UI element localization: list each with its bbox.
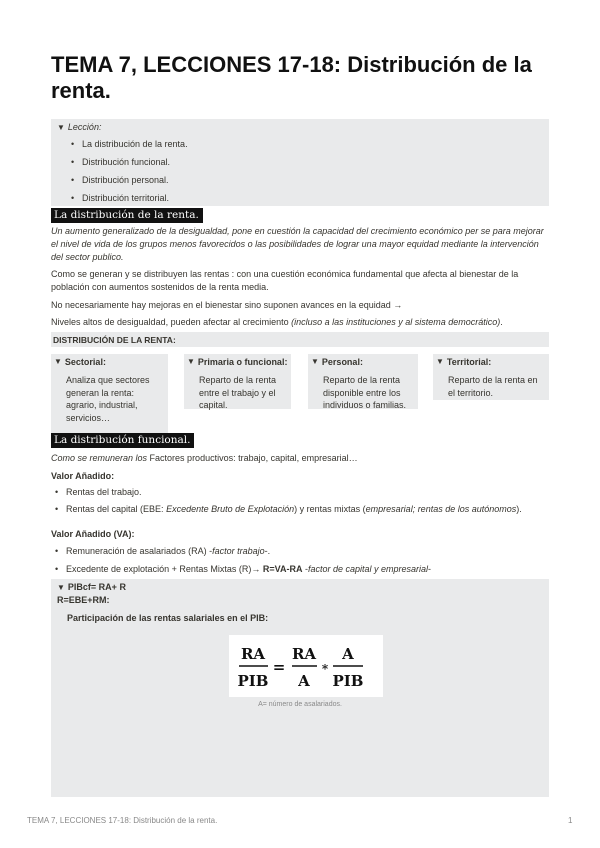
formula-caption: A= número de asalariados. — [258, 701, 342, 708]
formula-denominator-a: A — [298, 672, 310, 690]
text-span: empresarial; rentas de los autónomos — [365, 504, 517, 514]
formula-numerator-ra2: RA — [291, 645, 317, 663]
column-primaria[interactable] — [184, 354, 291, 409]
column-header[interactable] — [51, 354, 168, 369]
text-span: Rentas del capital (EBE: — [66, 504, 167, 514]
text-span: (incluso a las instituciones y al sistema democrático) — [291, 317, 501, 327]
text-span: -. — [264, 546, 271, 556]
distribution-title: DISTRIBUCIÓN DE LA RENTA: — [51, 332, 549, 347]
text-span: - — [302, 564, 308, 574]
text-span: ). — [516, 504, 522, 514]
column-header[interactable] — [308, 354, 418, 369]
footer-title: TEMA 7, LECCIONES 17-18: Distribución de la renta. — [27, 816, 218, 825]
column-title: Primaria o funcional: — [197, 356, 288, 367]
column-body: Reparto de la renta disponible entre los individuos o familias. — [308, 369, 418, 409]
text-span: ) y rentas mixtas ( — [294, 504, 366, 514]
list-item — [51, 546, 549, 564]
toggle-triangle-icon[interactable]: ▼ — [57, 122, 65, 132]
column-personal[interactable] — [308, 354, 418, 409]
column-header[interactable] — [433, 354, 549, 369]
formula-heading: PIBcf= RA+ R — [67, 582, 126, 592]
text-span: Factores productivos: trabajo, capital, empresarial… — [149, 453, 358, 463]
formula-denominator-pib: PIB — [237, 672, 269, 690]
column-territorial[interactable] — [433, 354, 549, 400]
lesson-toggle-header[interactable] — [57, 122, 101, 132]
toggle-triangle-icon[interactable]: ▼ — [54, 357, 62, 366]
column-body: Analiza que sectores generan la renta: agrario, industrial, servicios… — [51, 369, 168, 437]
section-heading-funcional: La distribución funcional. — [51, 433, 194, 448]
formula-toggle-header[interactable] — [57, 582, 126, 592]
formula-numerator-ra: RA — [240, 645, 266, 663]
valor-anadido-title: Valor Añadido: — [51, 471, 115, 481]
paragraph-equidad: No necesariamente hay mejoras en el bienestar sino suponen avances en la equidad → — [51, 300, 403, 310]
participation-title: Participación de las rentas salariales en el PIB: — [67, 613, 269, 623]
text-span: . — [500, 317, 503, 327]
list-item: • La distribución de la renta. — [67, 139, 188, 157]
column-title: Personal: — [321, 356, 363, 367]
lesson-toggle[interactable] — [51, 119, 549, 206]
text-span: Excedente Bruto de Explotación — [166, 504, 295, 514]
paragraph-desigualdad — [51, 316, 549, 329]
lesson-list — [67, 139, 188, 211]
formula-image — [229, 635, 383, 697]
column-header[interactable] — [184, 354, 291, 369]
page-title: TEMA 7, LECCIONES 17-18: Distribución de la renta. — [51, 52, 532, 103]
text-span: - — [428, 564, 432, 574]
column-sectorial[interactable] — [51, 354, 168, 437]
text-span: Como se remuneran los — [51, 453, 150, 463]
paragraph-line: Como se generan y se distribuyen las rentas : con una cuestión económica fundamental que afecta al bienestar de la — [51, 269, 519, 279]
column-body: Reparto de la renta en el territorio. — [433, 369, 549, 400]
toggle-triangle-icon[interactable]: ▼ — [57, 582, 65, 592]
list-item — [51, 504, 549, 521]
paragraph-rentas — [51, 268, 549, 294]
column-title: Territorial: — [446, 356, 492, 367]
text-span: factor de capital y empresarial — [307, 564, 429, 574]
toggle-triangle-icon[interactable]: ▼ — [436, 357, 444, 366]
valor-anadido-list — [51, 487, 549, 521]
toggle-triangle-icon[interactable]: ▼ — [187, 357, 195, 366]
column-body: Reparto de la renta entre el trabajo y el capital. — [184, 369, 291, 409]
text-span: R=VA-RA — [262, 564, 303, 574]
text-span: Remuneración de asalariados (RA) - — [66, 546, 213, 556]
text-span: Niveles altos de desigualdad, pueden afectar al crecimiento — [51, 317, 292, 327]
paragraph-factores — [51, 452, 549, 465]
toggle-triangle-icon[interactable]: ▼ — [311, 357, 319, 366]
valor-anadido-va-title: Valor Añadido (VA): — [51, 529, 135, 539]
formula-numerator-a: A — [342, 645, 354, 663]
footer-page-number: 1 — [568, 816, 573, 825]
lesson-heading: Lección: — [67, 122, 102, 132]
formula-sub: R=EBE+RM: — [57, 595, 110, 605]
list-item: • Distribución territorial. — [67, 193, 188, 211]
formula-denominator-pib2: PIB — [332, 672, 364, 690]
text-span: factor trabajo — [212, 546, 265, 556]
section-heading-distribucion: La distribución de la renta. — [51, 208, 203, 223]
va-list — [51, 546, 549, 582]
intro-paragraph: Un aumento generalizado de la desigualdad, pone en cuestión la capacidad del crecimiento económico per se para mejorar el nivel de vida de los grupos menos favorecidos o las posibilidades de lograr una mayor equidad mediante la intervención del sector publico. — [51, 226, 544, 262]
list-item: • Rentas del trabajo. — [51, 487, 549, 504]
formula-toggle[interactable] — [51, 579, 549, 797]
list-item: • Distribución funcional. — [67, 157, 188, 175]
paragraph-line: población con aumentos sostenidos de la renta media. — [51, 282, 269, 292]
text-span: Excedente de explotación + Rentas Mixtas (R)→ — [66, 564, 263, 574]
list-item: • Distribución personal. — [67, 175, 188, 193]
formula-times: * — [321, 662, 329, 676]
column-title: Sectorial: — [64, 356, 106, 367]
formula-svg — [229, 635, 383, 697]
formula-equals: = — [272, 658, 286, 676]
